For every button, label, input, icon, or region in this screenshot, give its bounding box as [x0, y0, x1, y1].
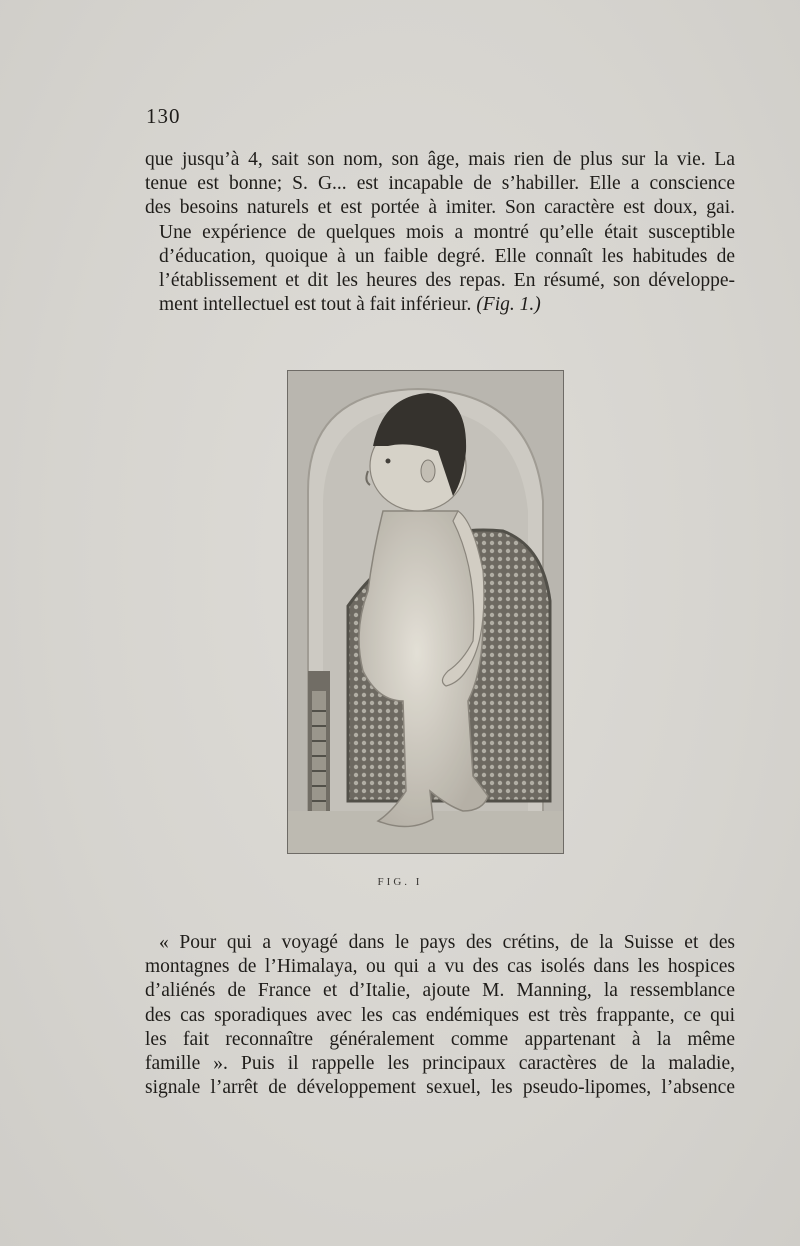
- text-line: famille ». Puis il rappelle les principaux caractères de la maladie,: [145, 1053, 735, 1075]
- figure-photograph: [287, 370, 564, 854]
- child-photograph-illustration: [288, 371, 563, 853]
- text-line: d’aliénés de France et d’Italie, ajoute M. Manning, la ressemblance: [145, 980, 735, 1002]
- text-line: les fait reconnaître généralement comme appartenant à la même: [145, 1028, 735, 1050]
- figure-caption: FIG. I: [377, 876, 423, 888]
- text-line: signale l’arrêt de développement sexuel, les pseudo-lipomes, l’absence: [145, 1077, 735, 1099]
- paragraph-1: [145, 148, 735, 221]
- paragraph-3: [145, 931, 735, 1100]
- text-fragment: ment intellectuel est tout à fait inférieur.: [159, 294, 472, 316]
- text-line: tenue est bonne; S. G... est incapable de s’habiller. Elle a conscience: [145, 173, 735, 195]
- text-line: des cas sporadiques avec les cas endémiques est très frappante, ce qui: [145, 1004, 735, 1026]
- text-line: d’éducation, quoique à un faible degré. Elle connaît les habitudes de: [159, 245, 735, 267]
- text-line-last: [145, 293, 735, 317]
- text-line: Une expérience de quelques mois a montré qu’elle était susceptible: [159, 221, 735, 243]
- lower-text-block: [145, 931, 735, 1100]
- text-line: montagnes de l’Himalaya, ou qui a vu des cas isolés dans les hospices: [145, 956, 735, 978]
- figure-reference: (Fig. 1.): [476, 294, 541, 316]
- text-line: « Pour qui a voyagé dans le pays des crétins, de la Suisse et des: [159, 932, 735, 953]
- text-line: l’établissement et dit les heures des repas. En résumé, son développe-: [159, 270, 735, 292]
- text-line: des besoins naturels et est portée à imiter. Son caractère est doux, gai.: [145, 197, 735, 219]
- text-line: que jusqu’à 4, sait son nom, son âge, mais rien de plus sur la vie. La: [145, 149, 735, 170]
- page-number: 130: [146, 104, 181, 128]
- upper-text-block: [145, 148, 735, 317]
- paragraph-2: [145, 221, 735, 318]
